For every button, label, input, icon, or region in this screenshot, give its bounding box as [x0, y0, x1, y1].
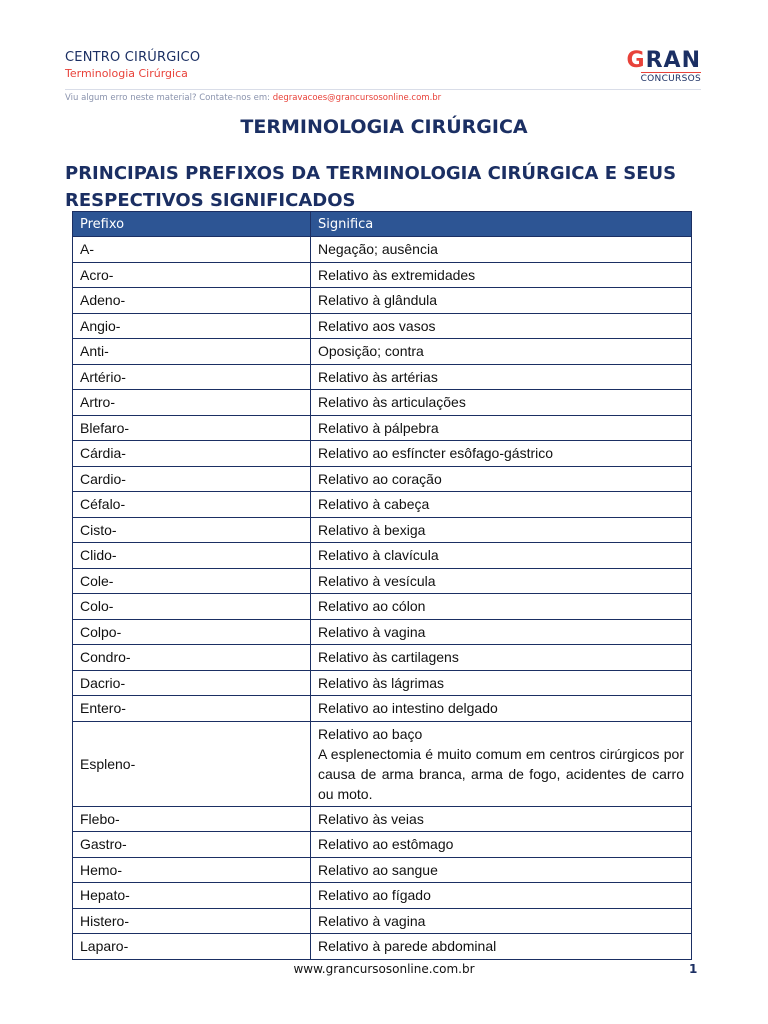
prefix-cell: Hepato-: [73, 883, 311, 909]
meaning-cell: Relativo ao intestino delgado: [311, 696, 692, 722]
table-body: [73, 237, 692, 960]
table-row: [73, 934, 692, 960]
subject-name: Terminologia Cirúrgica: [65, 67, 188, 80]
prefix-cell: Cisto-: [73, 517, 311, 543]
table-row: [73, 645, 692, 671]
meaning-cell: Relativo ao sangue: [311, 857, 692, 883]
column-header-meaning: Significa: [311, 212, 692, 237]
prefix-cell: Entero-: [73, 696, 311, 722]
table-row: [73, 543, 692, 569]
table-row: [73, 492, 692, 518]
table-row: [73, 339, 692, 365]
meaning-cell: Relativo ao esfíncter esôfago-gástrico: [311, 441, 692, 467]
section-title: PRINCIPAIS PREFIXOS DA TERMINOLOGIA CIRÚRGICA E SEUS RESPECTIVOS SIGNIFICADOS: [65, 163, 677, 211]
meaning-cell: Relativo à pálpebra: [311, 415, 692, 441]
prefix-cell: Flebo-: [73, 806, 311, 832]
prefix-cell: Blefaro-: [73, 415, 311, 441]
gran-concursos-logo: [619, 50, 701, 86]
page-number: 1: [689, 962, 698, 976]
meaning-note: A esplenectomia é muito comum em centros cirúrgicos por causa de arma branca, arma de fogo, acidentes de carro ou moto.: [318, 745, 684, 802]
meaning-cell: Relativo à vesícula: [311, 568, 692, 594]
prefix-cell: Clido-: [73, 543, 311, 569]
footer-url[interactable]: www.grancursosonline.com.br: [293, 962, 475, 976]
logo-wordmark: [627, 50, 701, 72]
table-row: [73, 594, 692, 620]
table-row: [73, 415, 692, 441]
meaning-cell: Oposição; contra: [311, 339, 692, 365]
table-row: [73, 466, 692, 492]
prefix-cell: Colpo-: [73, 619, 311, 645]
prefix-cell: Dacrio-: [73, 670, 311, 696]
contact-line: [65, 93, 441, 103]
table-row: [73, 806, 692, 832]
meaning-cell: Relativo ao cólon: [311, 594, 692, 620]
meaning-cell: Relativo aos vasos: [311, 313, 692, 339]
table-row: [73, 619, 692, 645]
meaning-cell: Relativo ao fígado: [311, 883, 692, 909]
table-row: [73, 568, 692, 594]
prefix-cell: A-: [73, 237, 311, 263]
logo-ran-letters: RAN: [645, 48, 701, 73]
page-header: [65, 50, 701, 86]
meaning-cell: Relativo às lágrimas: [311, 670, 692, 696]
table-row: [73, 670, 692, 696]
meaning-text: Relativo ao baço: [318, 725, 423, 742]
prefix-cell: Angio-: [73, 313, 311, 339]
prefix-cell: Acro-: [73, 262, 311, 288]
logo-subtitle: CONCURSOS: [640, 74, 701, 84]
prefix-cell: Histero-: [73, 908, 311, 934]
table-row: [73, 883, 692, 909]
contact-email-link[interactable]: degravacoes@grancursosonline.com.br: [272, 93, 442, 103]
meaning-cell: Relativo às extremidades: [311, 262, 692, 288]
contact-prefix: Viu algum erro neste material? Contate-nos em:: [65, 93, 273, 103]
table-row: [73, 441, 692, 467]
table-header-row: [73, 212, 692, 237]
prefix-cell: Gastro-: [73, 832, 311, 858]
prefix-cell: Céfalo-: [73, 492, 311, 518]
table-row: [73, 313, 692, 339]
prefix-cell: Cole-: [73, 568, 311, 594]
table-row: [73, 364, 692, 390]
meaning-cell: Relativo às artérias: [311, 364, 692, 390]
table-row: [73, 262, 692, 288]
header-divider: [65, 89, 701, 90]
table-row: [73, 517, 692, 543]
course-name: CENTRO CIRÚRGICO: [65, 50, 201, 65]
meaning-cell: Relativo à parede abdominal: [311, 934, 692, 960]
prefix-cell: Cardio-: [73, 466, 311, 492]
table-row: [73, 857, 692, 883]
prefix-cell: Hemo-: [73, 857, 311, 883]
meaning-cell: Relativo às articulações: [311, 390, 692, 416]
table-row: [73, 721, 692, 806]
meaning-cell: Negação; ausência: [311, 237, 692, 263]
table-row: [73, 390, 692, 416]
prefix-cell: Artro-: [73, 390, 311, 416]
meaning-cell: Relativo ao coração: [311, 466, 692, 492]
prefix-cell: Espleno-: [73, 721, 311, 806]
table-row: [73, 832, 692, 858]
meaning-cell: Relativo à cabeça: [311, 492, 692, 518]
prefix-cell: Artério-: [73, 364, 311, 390]
table-row: [73, 908, 692, 934]
document-title: TERMINOLOGIA CIRÚRGICA: [240, 116, 528, 138]
prefix-cell: Colo-: [73, 594, 311, 620]
meaning-cell: Relativo à bexiga: [311, 517, 692, 543]
meaning-cell: [311, 721, 692, 806]
table-row: [73, 288, 692, 314]
table-row: [73, 237, 692, 263]
prefix-cell: Adeno-: [73, 288, 311, 314]
meaning-cell: Relativo à clavícula: [311, 543, 692, 569]
meaning-cell: Relativo às veias: [311, 806, 692, 832]
meaning-cell: Relativo à vagina: [311, 619, 692, 645]
meaning-cell: Relativo ao estômago: [311, 832, 692, 858]
prefix-cell: Laparo-: [73, 934, 311, 960]
table-row: [73, 696, 692, 722]
prefix-table: [72, 211, 692, 960]
prefix-cell: Cárdia-: [73, 441, 311, 467]
logo-g-letter: G: [626, 48, 646, 73]
meaning-cell: Relativo às cartilagens: [311, 645, 692, 671]
column-header-prefix: Prefixo: [73, 212, 311, 237]
meaning-cell: Relativo à vagina: [311, 908, 692, 934]
meaning-cell: Relativo à glândula: [311, 288, 692, 314]
prefix-cell: Condro-: [73, 645, 311, 671]
prefix-cell: Anti-: [73, 339, 311, 365]
